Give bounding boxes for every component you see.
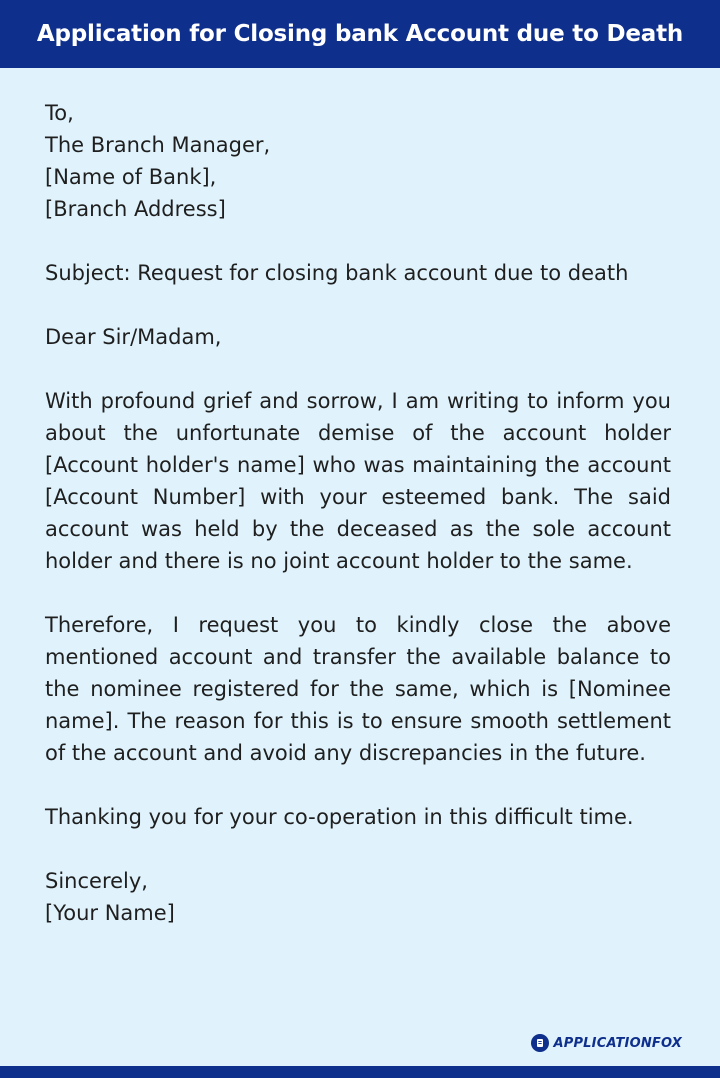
address-line-bank: [Name of Bank],: [45, 165, 217, 189]
paragraph-thanks: Thanking you for your co-operation in this difficult time.: [45, 805, 634, 829]
address-line-branch: [Branch Address]: [45, 197, 226, 221]
brand-name: APPLICATIONFOX: [553, 1035, 682, 1051]
address-line-to: To,: [45, 101, 74, 125]
salutation: Dear Sir/Madam,: [45, 325, 222, 349]
letter-body: [45, 97, 671, 929]
signature: [Your Name]: [45, 901, 175, 925]
brand-logo: [531, 1034, 682, 1052]
footer-bar: [0, 1066, 720, 1078]
header-bar: [0, 0, 720, 68]
paragraph-request: Therefore, I request you to kindly close the above mentioned account and transfer the available balance to the nominee registered for the same, which is [Nominee name]. The reason for this is to ensure smooth settlement of the account and avoid any discrepancies in the future.: [45, 613, 671, 765]
applicationfox-logo-icon: [531, 1034, 549, 1052]
closing: Sincerely,: [45, 869, 148, 893]
address-line-manager: The Branch Manager,: [45, 133, 271, 157]
page-title: Application for Closing bank Account due to Death: [36, 21, 684, 47]
subject-line: Subject: Request for closing bank account due to death: [45, 261, 629, 285]
paragraph-notice: With profound grief and sorrow, I am writing to inform you about the unfortunate demise of the account holder [Account holder's name] who was maintaining the account [Account Number] with your esteemed bank. The said account was held by the deceased as the sole account holder and there is no joint account holder to the same.: [45, 389, 671, 573]
